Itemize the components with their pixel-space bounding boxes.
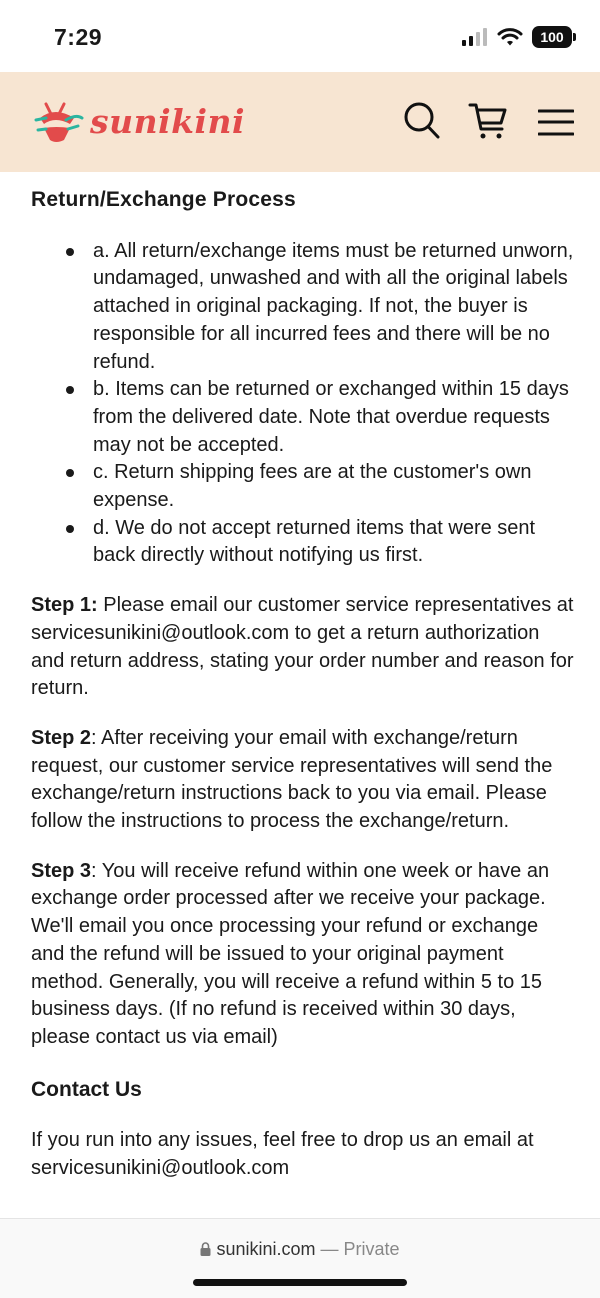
home-indicator[interactable] (193, 1279, 407, 1286)
status-bar (0, 0, 600, 72)
step-2 (31, 725, 576, 836)
site-header (0, 72, 600, 172)
url-domain: sunikini.com (216, 1239, 316, 1259)
section-title: Return/Exchange Process (31, 188, 296, 211)
cart-icon[interactable] (468, 102, 508, 142)
list-item: d. We do not accept returned items that were sent back directly without notifying us first. (93, 515, 576, 570)
contact-title: Contact Us (31, 1077, 142, 1101)
rules-list (31, 238, 576, 570)
step-1 (31, 592, 576, 703)
logo[interactable] (34, 96, 245, 146)
step-2-label: Step 2 (31, 726, 92, 749)
contact-text: If you run into any issues, feel free to drop us an email at servicesunikini@outlook.com (31, 1129, 534, 1180)
step-1-label: Step 1: (31, 594, 98, 617)
policy-content (31, 172, 576, 1183)
wifi-icon (497, 27, 523, 47)
step-3 (31, 858, 576, 1052)
address-bar[interactable] (0, 1239, 600, 1260)
battery-indicator: 100 (532, 26, 572, 48)
lock-icon (200, 1242, 211, 1256)
list-item: b. Items can be returned or exchanged within 15 days from the delivered date. Note that overdue requests may not be accepted. (93, 376, 576, 459)
status-icons (462, 26, 572, 48)
logo-text: sunikini (90, 101, 246, 141)
list-item: a. All return/exchange items must be returned unworn, undamaged, unwashed and with all the original labels attached in original packaging. If not, the buyer is responsible for all incurred fees and there will be no refund. (93, 238, 576, 377)
step-3-text: : You will receive refund within one week or have an exchange order processed after we receive your package. We'll email you once processing your refund or exchange and the refund will be issued to your original payment method. Generally, you will receive a refund within 5 to 15 business days. (If no refund is received within 30 days, please contact us via email) (31, 859, 550, 1048)
signal-icon (462, 28, 488, 46)
step-2-text: : After receiving your email with exchange/return request, our customer service representatives will send the exchange/return instructions back to you via email. Please follow the instructions to process the exchange/return. (31, 726, 553, 833)
list-item: c. Return shipping fees are at the customer's own expense. (93, 459, 576, 514)
private-label: — Private (320, 1239, 400, 1259)
menu-icon[interactable] (538, 108, 574, 138)
step-3-label: Step 3 (31, 859, 92, 882)
bikini-logo-icon (34, 96, 86, 146)
search-icon[interactable] (404, 102, 440, 140)
step-1-text: Please email our customer service representatives at servicesunikini@outlook.com to get a return authorization and return address, stating your order number and reason for return. (31, 594, 574, 700)
browser-bottom-bar (0, 1218, 600, 1298)
status-time: 7:29 (54, 24, 103, 50)
